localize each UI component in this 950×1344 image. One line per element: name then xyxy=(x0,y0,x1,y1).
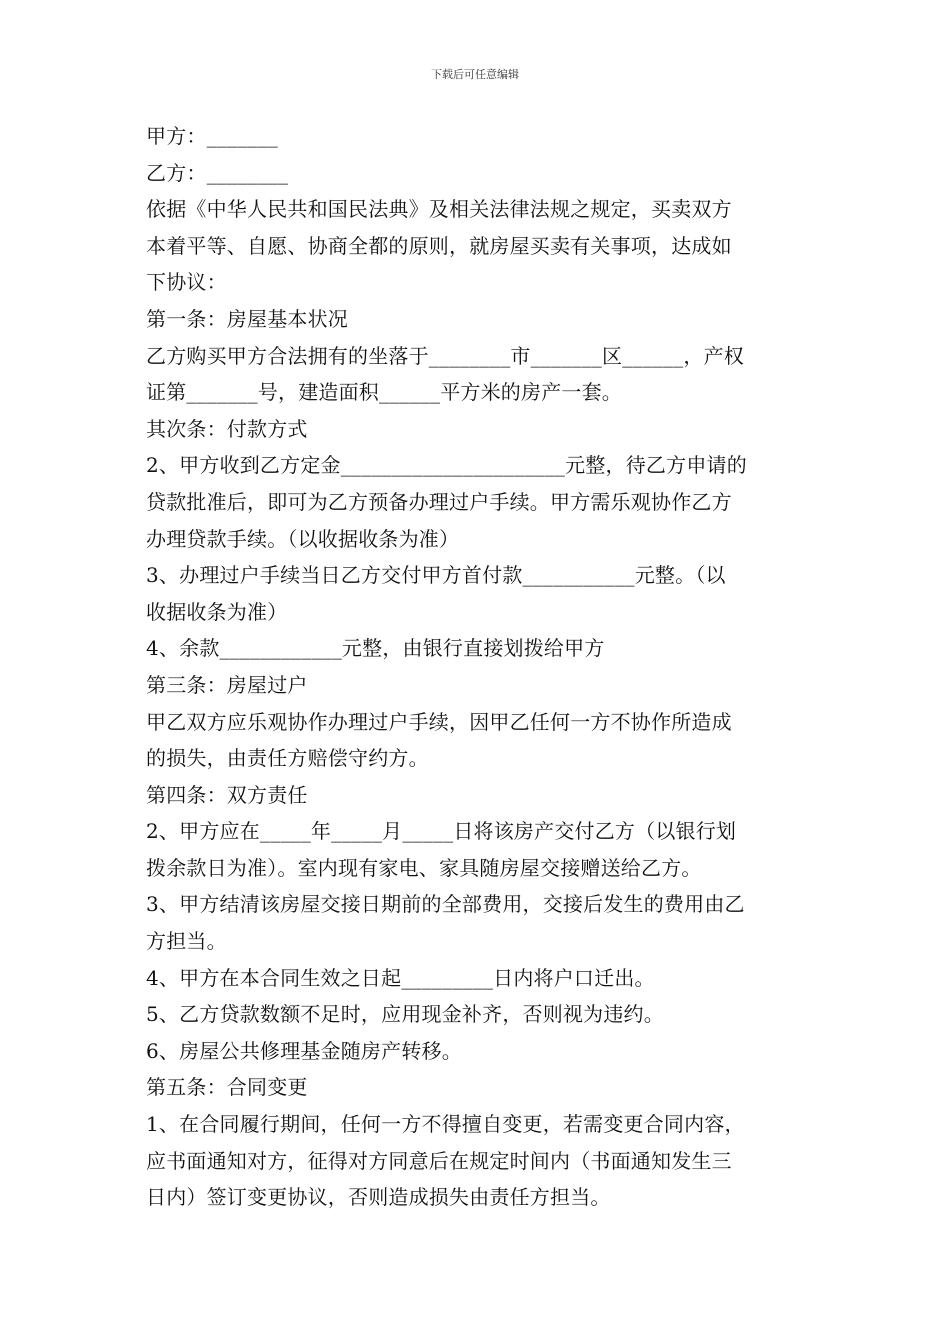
clause-line: 1、在合同履行期间，任何一方不得擅自变更，若需变更合同内容， xyxy=(146,1112,745,1137)
clause-line: 证第_______号，建造面积______平方米的房产一套。 xyxy=(146,380,622,405)
clause-line: 甲乙双方应乐观协作办理过户手续，因甲乙任何一方不协作所造成 xyxy=(146,709,732,734)
clause-line: 的损失，由责任方赔偿守约方。 xyxy=(146,746,429,771)
clause-line: 4、余款____________元整，由银行直接划拨给甲方 xyxy=(146,636,605,661)
clause-line: 贷款批准后，即可为乙方预备办理过户手续。甲方需乐观协作乙方 xyxy=(146,489,732,514)
article-heading: 第一条：房屋基本状况 xyxy=(146,306,348,331)
clause-line: 办理贷款手续。（以收据收条为准） xyxy=(146,526,460,551)
clause-line: 4、甲方在本合同生效之日起_________日内将户口迁出。 xyxy=(146,965,655,990)
clause-line: 6、房屋公共修理基金随房产转移。 xyxy=(146,1038,462,1063)
clause-line: 3、办理过户手续当日乙方交付甲方首付款___________元整。（以 xyxy=(146,563,726,588)
clause-line: 2、甲方应在_____年_____月_____日将该房产交付乙方（以银行划 xyxy=(146,819,737,844)
clause-line: 2、甲方收到乙方定金______________________元整，待乙方申请的 xyxy=(146,453,747,478)
preamble-line: 本着平等、自愿、协商全都的原则，就房屋买卖有关事项，达成如 xyxy=(146,233,732,258)
preamble-line: 下协议： xyxy=(146,270,227,295)
article-heading: 第五条：合同变更 xyxy=(146,1075,308,1100)
preamble-line: 依据《中华人民共和国民法典》及相关法律法规之规定，买卖双方 xyxy=(146,197,732,222)
clause-line: 方担当。 xyxy=(146,929,227,954)
article-heading: 其次条：付款方式 xyxy=(146,416,308,441)
party-a-line: 甲方：_______ xyxy=(146,124,278,148)
article-heading: 第三条：房屋过户 xyxy=(146,672,308,697)
clause-line: 乙方购买甲方合法拥有的坐落于________市_______区______，产权 xyxy=(146,343,744,368)
clause-line: 日内）签订变更协议，否则造成损失由责任方担当。 xyxy=(146,1185,611,1210)
article-heading: 第四条：双方责任 xyxy=(146,782,308,807)
clause-line: 收据收条为准） xyxy=(146,599,288,624)
clause-line: 3、甲方结清该房屋交接日期前的全部费用，交接后发生的费用由乙 xyxy=(146,892,745,917)
clause-line: 5、乙方贷款数额不足时，应用现金补齐，否则视为违约。 xyxy=(146,1002,664,1027)
page-header-note: 下载后可任意编辑 xyxy=(431,68,519,81)
clause-line: 应书面通知对方，征得对方同意后在规定时间内（书面通知发生三 xyxy=(146,1148,732,1173)
clause-line: 拨余款日为准）。室内现有家电、家具随房屋交接赠送给乙方。 xyxy=(146,855,702,880)
party-b-line: 乙方：________ xyxy=(146,160,289,185)
contract-body xyxy=(146,118,810,1216)
